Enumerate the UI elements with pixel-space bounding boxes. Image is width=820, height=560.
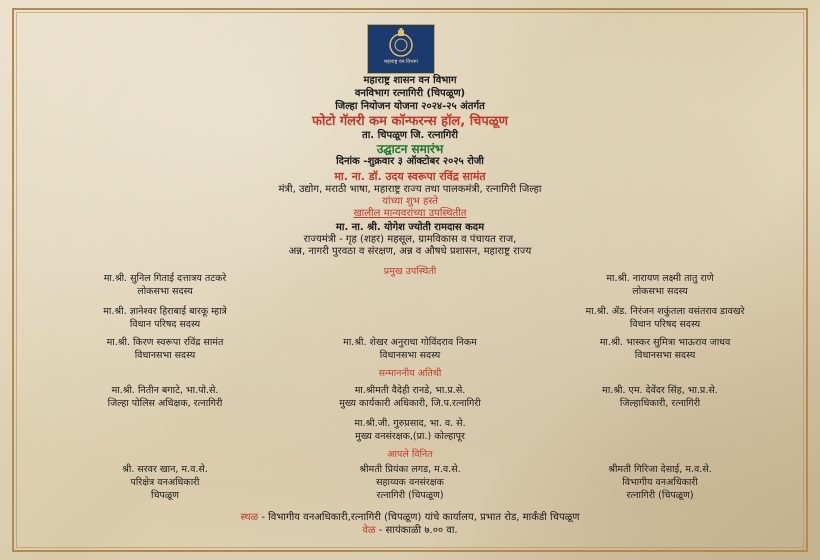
- guest-role: जिल्हा पोलिस अधिक्षक, रत्नागिरी: [107, 398, 223, 409]
- host-role: सहाय्यक वनसंरक्षक: [376, 477, 444, 488]
- guest-role: जिल्हाधिकारी, रत्नागिरी: [619, 398, 701, 409]
- guest-name: मा.श्री. एम. देवेंदर सिंह, भा.प्र.से.: [602, 385, 718, 396]
- honoured-guests-heading: सन्माननीय अतिथी: [378, 368, 442, 379]
- guest-name: मा.श्री. ॲड. निरंजन शकुंतला वसंतराव डावखरे: [585, 306, 745, 317]
- time-footer: [0, 522, 820, 536]
- forest-department-emblem: [367, 24, 435, 74]
- main-guest-1: [40, 272, 290, 298]
- guest-name: मा.श्री. शेखर अनुराधा गोविंदराव निकम: [343, 337, 477, 348]
- presence-designation-1: राज्यमंत्री - गृह (शहर) महसूल, ग्रामविकास व पंचायत राज,: [303, 234, 517, 245]
- venue-title: फोटो गॅलरी कम कॉन्फरन्स हॉल, चिपळूण: [312, 114, 508, 129]
- guest-name: मा.श्री. सुनिल गिताई दत्तात्रय तटकरे: [103, 273, 227, 284]
- guest-role: विधानसभा सदस्य: [634, 350, 696, 361]
- host-2: [290, 463, 530, 502]
- time-value: - सायंकाळी ७.०० वा.: [375, 525, 458, 536]
- main-guests-heading: प्रमुख उपस्थिती: [383, 266, 437, 277]
- location-line: ता. चिपळूण जि. रत्नागिरी: [362, 130, 458, 141]
- guest-role: लोकसभा सदस्य: [137, 286, 193, 297]
- honoured-guest-1: [50, 384, 280, 410]
- host-1: [50, 463, 280, 502]
- main-guest-4: [540, 305, 790, 331]
- emblem-seal-icon: [386, 28, 416, 58]
- division-name: वनविभाग रत्नागिरी (चिपळूण): [354, 88, 466, 99]
- guest-role: विधान परिषद सदस्य: [629, 319, 701, 330]
- host-place: रत्नागिरी (चिपळूण): [376, 490, 444, 501]
- by-hands-line: यांच्या शुभ हस्ते: [382, 196, 438, 207]
- presence-name: मा. ना. श्री. योगेश ज्योती रामदास कदम: [335, 222, 485, 233]
- chief-guest-name: मा. ना. डॉ. उदय स्वरूपा रविंद्र सामंत: [334, 170, 486, 183]
- guest-name: मा.श्री. ज्ञानेश्वर हिराबाई बारकू म्हात्रे: [103, 306, 227, 317]
- guest-role: विधानसभा सदस्य: [379, 350, 441, 361]
- main-guest-3: [40, 305, 290, 331]
- presence-designation-2: अन्न, नागरी पुरवठा व संरक्षण, अन्न व औषधे प्रशासन, महाराष्ट्र राज्य: [288, 246, 532, 257]
- host-place: रत्नागिरी (चिपळूण): [626, 490, 694, 501]
- guest-role: मुख्य वनसंरक्षक,(प्रा.) कोल्हापूर: [355, 431, 465, 442]
- emblem-caption: महाराष्ट्र वन विभाग: [384, 59, 418, 65]
- host-name: श्रीमती गिरिजा देसाई, म.व.से.: [608, 464, 712, 475]
- chief-guest-designation: मंत्री, उद्योग, मराठी भाषा, महाराष्ट्र राज्य तथा पालकमंत्री, रत्नागिरी जिल्हा: [278, 184, 542, 195]
- guest-name: मा.श्री.जी. गुरुप्रसाद, भा. व. से.: [354, 418, 466, 429]
- guest-name: मा.श्री. भास्कर सुमित्रा भाऊराव जाधव: [599, 337, 731, 348]
- main-guest-2: [540, 272, 780, 298]
- host-place: चिपळूण: [151, 490, 179, 501]
- host-name: श्री. सरवर खान, म.व.से.: [122, 464, 208, 475]
- main-guest-7: [540, 336, 790, 362]
- place-label: स्थळ: [240, 512, 259, 523]
- main-guest-6: [290, 336, 530, 362]
- guest-role: लोकसभा सदस्य: [632, 286, 688, 297]
- venue-footer: [0, 509, 820, 523]
- place-value: - विभागीय वनअधिकारी,रत्नागिरी (चिपळूण) यांचे कार्यालय, प्रभात रोड, मार्कंडी चिपळूण: [258, 512, 580, 523]
- guest-role: मुख्य कार्यकारी अधिकारी, जि.प.रत्नागिरी: [339, 398, 481, 409]
- main-guest-5: [40, 336, 290, 362]
- host-3: [540, 463, 780, 502]
- guest-role: विधान परिषद सदस्य: [129, 319, 201, 330]
- department-name: महाराष्ट्र शासन वन विभाग: [363, 75, 457, 86]
- guest-name: मा.श्री. नितीन बगाटे, भा.पो.से.: [111, 385, 219, 396]
- honoured-guest-3: [540, 384, 780, 410]
- guest-name: मा.श्रीमती वैदेही रानडे, भा.प्र.से.: [354, 385, 466, 396]
- honoured-guest-2: [290, 384, 530, 410]
- hosts-heading: आपले विनित: [387, 449, 433, 460]
- host-role: विभागीय वनअधिकारी: [622, 477, 698, 488]
- guest-name: मा.श्री. किरण स्वरूपा रविंद्र सामंत: [106, 337, 224, 348]
- event-date: दिनांक -शुक्रवार ३ ऑक्टोबर २०२५ रोजी: [336, 156, 484, 167]
- event-title: उद्घाटन समारंभ: [376, 142, 444, 156]
- host-role: परिक्षेत्र वनअधिकारी: [130, 477, 200, 488]
- honoured-guest-4: [290, 417, 530, 443]
- scheme-line: जिल्हा नियोजन योजना २०२४-२५ अंतर्गत: [335, 101, 485, 112]
- presence-heading: खालील मान्यवरांच्या उपस्थितीत: [353, 208, 467, 219]
- time-label: वेळ: [362, 525, 376, 536]
- guest-role: विधानसभा सदस्य: [134, 350, 196, 361]
- guest-name: मा.श्री. नारायण लक्ष्मी तातु राणे: [606, 273, 714, 284]
- host-name: श्रीमती प्रियंका लगड, म.व.से.: [359, 464, 461, 475]
